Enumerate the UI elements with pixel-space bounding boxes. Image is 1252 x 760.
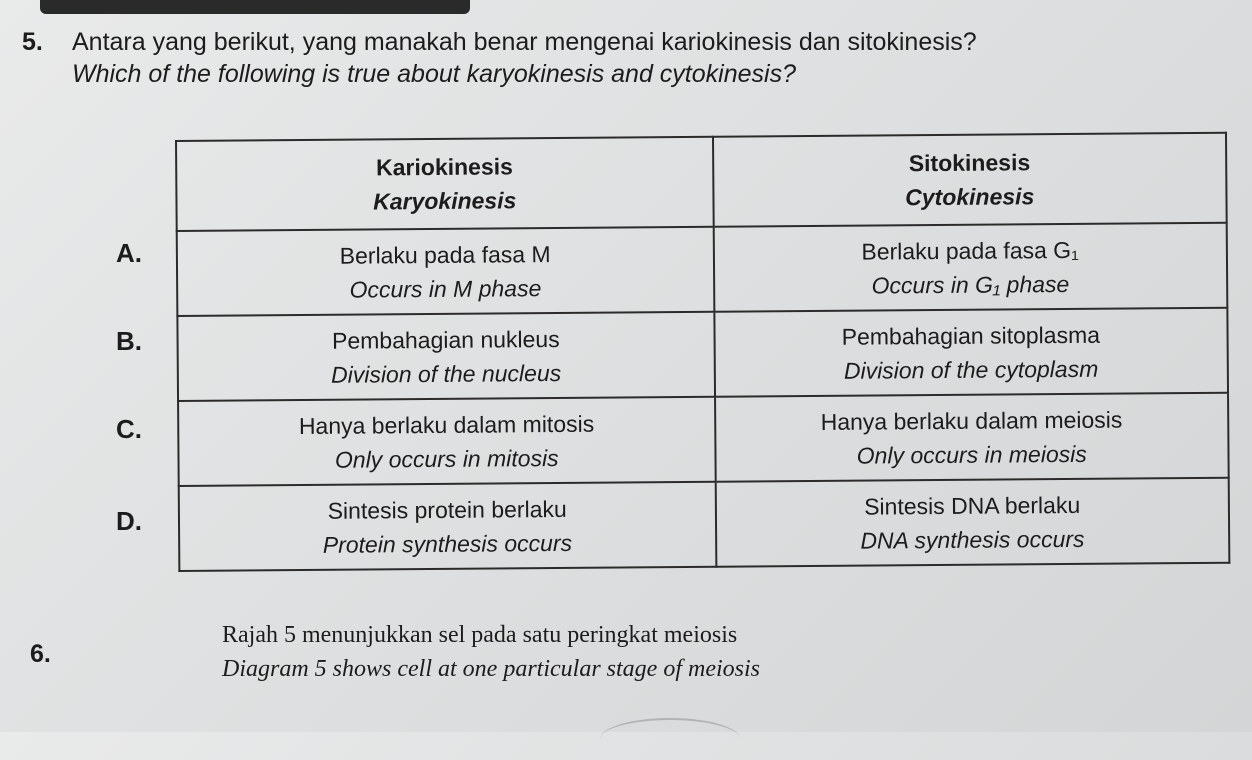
cell-c1-english: Only occurs in mitosis bbox=[334, 444, 559, 473]
table-row-c bbox=[178, 393, 1229, 486]
header-2-english: Cytokinesis bbox=[905, 183, 1035, 211]
question-6-text-malay: Rajah 5 menunjukkan sel pada satu peringkat meiosis bbox=[222, 622, 738, 648]
option-letter-d: D. bbox=[116, 506, 142, 536]
header-cytokinesis bbox=[713, 133, 1227, 227]
question-6-number: 6. bbox=[30, 640, 51, 668]
cell-b-cytokinesis bbox=[714, 308, 1228, 397]
cell-d-karyokinesis bbox=[179, 482, 716, 571]
header-karyokinesis bbox=[176, 137, 713, 231]
header-1-malay: Kariokinesis bbox=[375, 153, 513, 181]
question-5-number: 5. bbox=[22, 28, 43, 56]
cell-c1-malay: Hanya berlaku dalam mitosis bbox=[298, 410, 595, 439]
top-edge-bar bbox=[40, 0, 470, 14]
cell-d2-english: DNA synthesis occurs bbox=[860, 525, 1085, 554]
table-row-a bbox=[177, 223, 1228, 316]
cell-d2-malay: Sintesis DNA berlaku bbox=[864, 491, 1081, 520]
header-1-english: Karyokinesis bbox=[373, 187, 517, 215]
question-6-text-english: Diagram 5 shows cell at one particular stage of meiosis bbox=[222, 656, 760, 682]
cell-a-cytokinesis bbox=[713, 223, 1227, 312]
cell-b1-english: Division of the nucleus bbox=[330, 359, 562, 388]
cell-c-karyokinesis bbox=[178, 397, 715, 486]
cell-b-karyokinesis bbox=[177, 312, 714, 401]
cell-d1-english: Protein synthesis occurs bbox=[322, 529, 573, 558]
cell-a1-english: Occurs in M phase bbox=[349, 274, 542, 303]
header-2-malay: Sitokinesis bbox=[908, 149, 1031, 177]
cell-b1-malay: Pembahagian nukleus bbox=[331, 325, 560, 354]
cell-c2-malay: Hanya berlaku dalam meiosis bbox=[820, 406, 1123, 435]
cell-a-karyokinesis bbox=[177, 227, 714, 316]
cell-d-cytokinesis bbox=[715, 478, 1229, 567]
cell-c2-english: Only occurs in meiosis bbox=[856, 440, 1087, 469]
option-letter-a: A. bbox=[116, 238, 142, 268]
table-row-b bbox=[177, 308, 1228, 401]
table-header-row bbox=[176, 133, 1227, 231]
cell-a2-english: Occurs in G₁ phase bbox=[871, 270, 1070, 299]
question-5-text-english: Which of the following is true about karyokinesis and cytokinesis? bbox=[72, 60, 796, 88]
cell-a2-malay: Berlaku pada fasa G₁ bbox=[861, 236, 1079, 265]
option-letter-b: B. bbox=[116, 326, 142, 356]
option-letter-c: C. bbox=[116, 414, 142, 444]
question-5-text-malay: Antara yang berikut, yang manakah benar mengenai kariokinesis dan sitokinesis? bbox=[72, 28, 977, 56]
diagram-edge-arc bbox=[600, 718, 740, 760]
cell-b2-malay: Pembahagian sitoplasma bbox=[841, 321, 1101, 350]
cell-a1-malay: Berlaku pada fasa M bbox=[339, 240, 551, 269]
cell-d1-malay: Sintesis protein berlaku bbox=[327, 495, 567, 524]
table-row-d bbox=[179, 478, 1230, 571]
answer-options-table bbox=[175, 132, 1230, 572]
cell-c-cytokinesis bbox=[715, 393, 1229, 482]
cell-b2-english: Division of the cytoplasm bbox=[843, 355, 1099, 384]
